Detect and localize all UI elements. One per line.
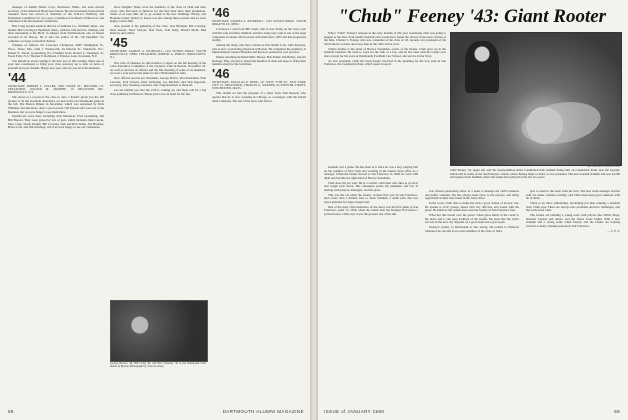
magazine-name: DARTMOUTH ALUMNI MAGAZINE [222,409,304,414]
photo-caption: Chub Feeney '43, upper left, and the twenty-million-dollar Candlestick Park stadium being built on Candlestick Point, near the bayside, which will be home of the San Francisco Giants, where Feeney helps to direct as vice president. The new baseball stadium will seat 42,500 and replace Seals Stadium, where the Giants have played for the last two years. [450,168,620,179]
class-number: '45 [110,34,128,50]
paragraph: There is no more stimulating, fascinating job than running a baseball club, Chub says. There are always new problems and new challenges, and the work never ends. [526,200,620,213]
class-secretary: SECRETARY, ROBERT L. FULLER, 2485 CEDAR ST., MILFORD, CT. TREASURER, WALTER M. MURPHY, 16 DELLWOOD RD., BRONXVILLE, N.Y. [8,84,104,95]
page-number: 69 [614,409,620,414]
stadium-field [518,96,604,149]
class-heading [212,8,306,19]
paragraph: Let me remind you that the 15th is coming up, and there will be a big class gathering in Hanover. Please plan to be on hand for the fun. [110,88,206,96]
paragraph: In his work, Chub tries to make the club a good citizen of its new city. He speaks to civic groups, meets with city officials, and works with the press. He believes the Giants must earn the loyalty of San Francisco fans. [425,200,519,213]
paragraph: baseball was a game. He has been in it since he was a boy, playing ball on the sandlots of New York and working in the Giants' front office as a teenager. When the Giants moved to San Francisco in 1958, he went with them and became the right hand of Horace Stoneham. [324,166,418,180]
paragraph: Who's "Chub" Feeney? Anyone in the early months of this year wondering what was going to happen to the New York Giants baseball club would have found the answer in the news stories of the time. Charles S. Feeney, who was a member of the class of '43, became vice president of the San Francisco Giants and a key man in the club's move west. [324,32,446,46]
paragraph: The Giants are building a young team with players like Willie Mays, Orlando Cepeda and others, and the future looks bright. With a new stadium and a strong team, Chub Feeney and the Giants are looking forward to many winning seasons in San Francisco. [526,212,620,228]
issue-date: ISSUE of JANUARY 1960 [324,409,385,414]
paragraph: You should be about coming to the new year at this reading. Make one of your new resolutions to bring your class secretary up to date on news of yourself and your friends. Happy new year, and see you all at the Reunion. [8,58,104,71]
photo-credit: San Francisco Chronicle Photo [587,165,620,168]
article-column-3 [526,190,620,406]
article-column-1 [324,166,418,406]
class-secretary: SECRETARY, SAMUEL A. INGERSOLL, 1453 SUSSEX RIDGE, SOUTH RIDGEVILLE, OHIO. TREASURER, ROBERT A. PIERCE, RIDGECREST, N.J. [110,49,206,60]
class-number: '46 [212,65,230,81]
page-gutter [310,0,318,420]
paragraph: Others returning included Wells Thorpe, Bob Snider, Jim Bailey, and Art Kellogg. They all plan to attend the Reunion in June and hope to bring their families along for the festivities. [212,54,306,67]
paragraph: was chosen sponsoring editor of a team to manage the club's business and public relations. He has always been close to the players, and many regard him as their best friend in the front office. [425,190,519,201]
paragraph: This month we had the pleasure of a letter from Tom Russell, who reports that he is now working in Chicago as a manager with the Inland Steel Company. The rest of the news will follow. [212,91,306,103]
paragraph: Also present at the gathering of the class: Jack Brennan, Bill Crowley, Dick Kessel, Newt Sawyer, Don Tuck, Tom Kelly, Harold Mohr, Bud Duncan, and others. [110,24,206,36]
class-heading [212,65,306,81]
right-footer [324,409,620,414]
paragraph: This was his era when the Giants, in their first year in San Francisco, drew more than a million fans to Seals Stadium, a small park that was never intended for major league ball. [324,192,418,204]
class-secretary: SECRETARY, SAMUEL A. INGERSOLL, 1453 SUSSEX RIDGE, SOUTH RIDGEVILLE, OHIO. [212,20,306,27]
paragraph: New officers elected are: President, George Peirce; Vice-Presidents, Paul Lascoux, Jack Sawyer, Peter DeYoung, Joe Michael; and Sam Ingersoll, secretary; Roy Sweeney, treasurer. Our congratulations to them all. [110,76,206,88]
stadium-photo [450,32,622,166]
class-dinner-photo [110,300,208,362]
author-signoff: — C. E. T. [607,228,620,233]
class-number: '44 [8,69,26,85]
page-number: 68 [8,409,14,414]
left-column-2 [110,6,206,296]
paragraph: Chub does his job well. He is a careful, calm man who likes to go slow and weigh each move. His colleagues praise his judgment and tact in dealing with players, managers, and the press. [324,180,418,192]
left-footer [8,409,304,414]
article-intro-column [324,32,446,162]
paragraph: One of the most vivid memories of the move was the first game in San Francisco, April 15, 1958, when the Giants beat the Dodgers 8-0 before a packed house. Chub says it was the greatest day of his life. [324,204,418,216]
photo-caption: George Brewer '46, Bill Craig '44, and Bob Sweeney '45 at the Dartmouth Club dinner in Boston. Photograph by class secretary. [110,362,206,369]
paragraph: The above is a record of the class to date. I haven't given you the full picture of all the excellent attendance we had at the last Dartmouth game in the fall. The Boston Dinner in December, which was organized by Dick Whitaker and Abe Ross, drew a good crowd. Old friends who were not at the Reunion, but we were happy to see them there. [8,95,104,114]
left-column-3 [212,6,306,410]
portrait-figure [465,41,499,93]
paragraph: manager of Kahler Hotels Corp., Rochester, Minn., has been elected secretary of the American Hotel Association. He had previously been elected treasurer. Ross has served as chairman of the A.H.A.'s Publicity and Promotion Committee for two years, a member of its Board of Directors, and chairman of the Resolutions Committee. [8,6,104,24]
paragraph: Feeney's loyalty to Dartmouth is also strong. He returns to Hanover whenever he can and is an active member of the class of 1943. [425,224,519,233]
paragraph: I received a card from Bill Clark, who is now living on the west coast with his wife and three children, and he's doing very well at one of the large companies in Seattle. He has been with them since 1952 and has progressed rapidly. [212,27,306,43]
paragraph: Seventy-six were there including Jack Mordecai, Fred Greenberg, and Bill Brewer. They were joined by lots of gals, which included John Curran, Moe Craig, Sandy Knight, Bill Crowley, Sam and Bob Drake, Sid Brodsky, Bruce Cole, and Jim Ginsberg. All of us were happy to see our classmates. [8,114,104,130]
left-column-1 [8,6,104,410]
article-headline: "Chub" Feeney '43: Giant Rooter [337,6,607,27]
paragraph: Dave Knights. There were the members of the class of 1944 and their wives, who had been to Hanover for the first time since their graduation. Some of us took time off to go around to the new buildings, library, and Hopkins Center. Robert S. Keyes was also among those present and we were happy to have him. [110,6,206,24]
paragraph: Chub's mother is the sister of Horace Stoneham, owner of the Giants. Chub grew up in the baseball business. He went to work for the club as a boy, and he has been with the Giants ever since except for his years at Dartmouth, Fordham Law School, and service in the Navy. [324,46,446,58]
class-secretary: SECRETARY, DOUGLAS P. SHAW, 147 WEST 57TH ST., NEW YORK CITY 19. TREASURER, CHARLES G. WARNER, 64 SPENCER STREET, WINCHESTER, MASS. [212,80,306,91]
article-column-2 [425,190,519,406]
class-number: '46 [212,6,230,20]
paragraph: What has this meant over the years? Chub gives much of the credit to his uncle and to the long tradition of the Giants. He feels that the club's success in the new city depends on a good team and a good park. [425,212,519,225]
paragraph: gets to observe the team from the best. The new team manager and his staff are under constant scrutiny, and Chub must keep good relations with all of them. [526,190,620,201]
paragraph: Among the many who have written us this month is Dr. John Peterson, who is now a practicing physician in Boston. He completed his residency at Massachusetts General Hospital and has now opened his own practice. [212,42,306,55]
paragraph: As vice president, Chub has been deeply involved in the planning for the new park in San Francisco, the Candlestick Park, which opens in April. [324,58,446,67]
paragraph: Bob Craig became medical director of Sanborn Co., Waltham, Mass., last month. Bob is living in Needham, Mass., with his wife and two children, and most interesting is his Ph.D. in surgery from Northwestern, one of fifteen awarded in its history. He is also the author of the "49 Deadline" for complete coverage of medical matters. [8,24,104,43]
paragraph: Changes of address: Dr. Lawrence Thompson, 2605 Washington St., Waco, Texas; Mrs. John J. Wadsworth, 29 Duncan St., Waldwick, N.J.; Robert E. Tarver, Greensburg, Pa.; Franklin Scott; Robert L. Chapman, Jr., Essex Fells, N.J.; Thomas E. Robinson, 2 Wawlee Lane, Scarsdale, N.Y. [8,43,104,59]
paragraph: Our class of business for this month is a report on the fall meeting of the Class Executive Committee at the Currency Club in Boston, November 16. As well as election of officers and the fine meeting of some of its members, we took a vote and set the plans for the 15th Reunion in June. [110,60,206,76]
class-heading [8,69,104,85]
class-heading [110,34,206,50]
